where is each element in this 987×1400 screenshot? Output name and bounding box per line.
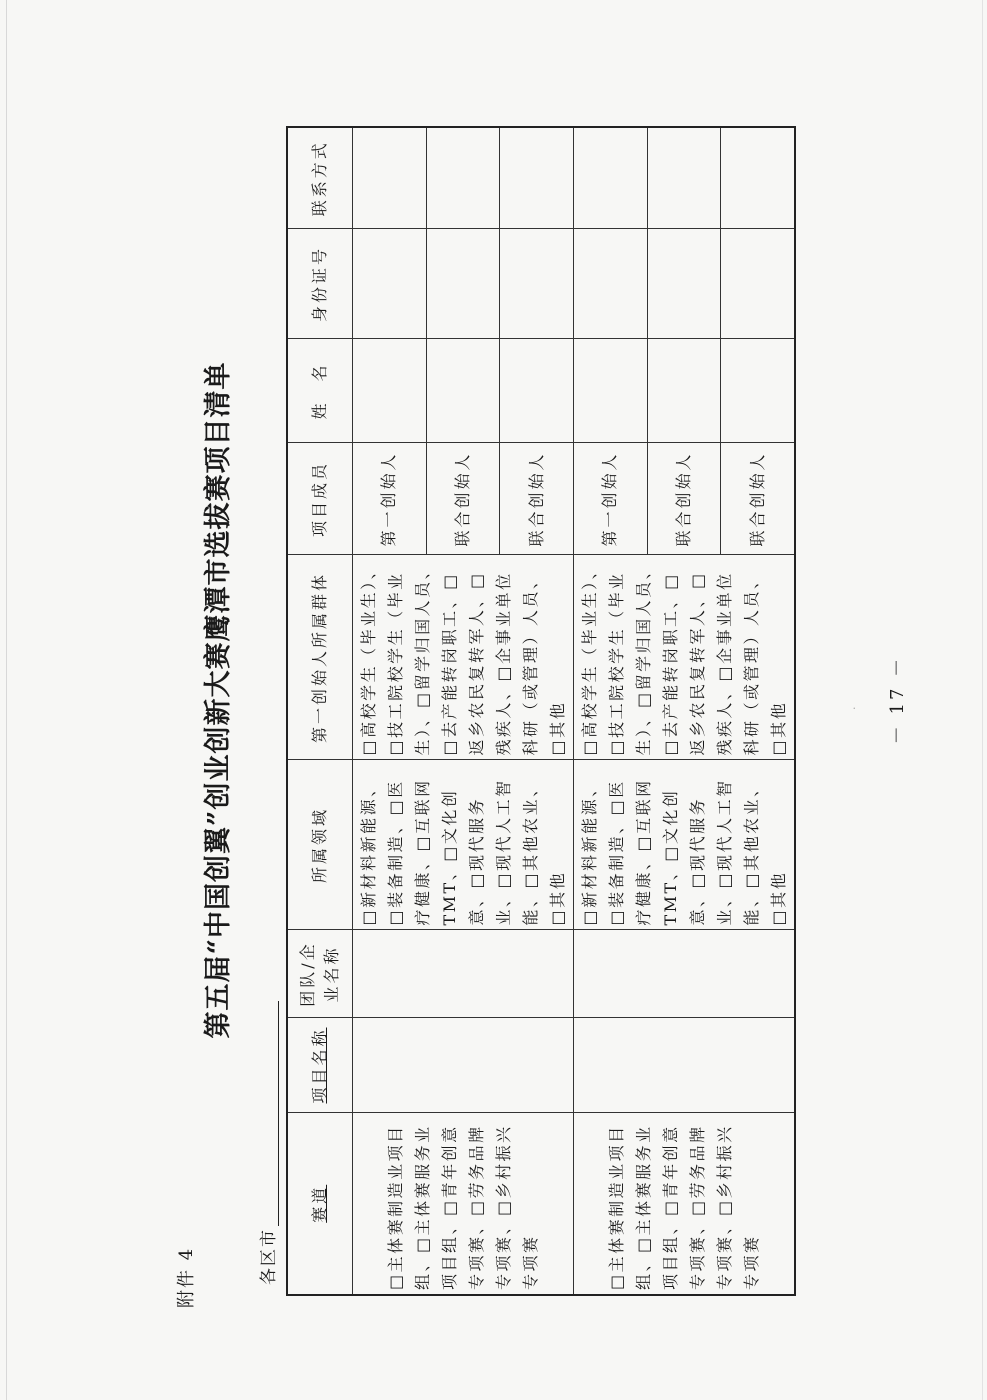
region-line [254, 1001, 279, 1285]
id-number-cell[interactable] [353, 229, 427, 339]
id-number-cell[interactable] [426, 229, 500, 339]
name-cell[interactable] [353, 339, 427, 443]
member-role-cell: 第一创始人 [574, 443, 648, 555]
header-name: 姓 名 [287, 339, 353, 443]
header-team-name: 团队/企业名称 [287, 930, 353, 1018]
field-cell: □新材料新能源、□装备制造、□医疗健康、□互联网TMT、□文化创意、□现代服务业、□现代人工智能、□其他农业、□其他 [574, 760, 796, 930]
id-number-cell[interactable] [574, 229, 648, 339]
table-row [574, 127, 648, 1295]
header-member: 项目成员 [287, 443, 353, 555]
id-number-cell[interactable] [647, 229, 721, 339]
contact-cell[interactable] [426, 127, 500, 229]
id-number-cell[interactable] [500, 229, 574, 339]
attachment-label: 附件 4 [176, 1246, 197, 1308]
track-cell: □主体赛制造业项目组、□主体赛服务业项目组、□青年创意专项赛、□劳务品牌专项赛、□乡村振兴专项赛 [574, 1113, 796, 1295]
member-role-cell: 第一创始人 [353, 443, 427, 555]
header-track: 赛道 [287, 1113, 353, 1295]
header-founder-group: 第一创始人所属群体 [287, 555, 353, 760]
contact-cell[interactable] [721, 127, 795, 229]
member-role-cell: 联合创始人 [500, 443, 574, 555]
region-blank [258, 1001, 279, 1226]
id-number-cell[interactable] [721, 229, 795, 339]
member-role-cell: 联合创始人 [426, 443, 500, 555]
name-cell[interactable] [426, 339, 500, 443]
document-title: 第五届“中国创翼”创业创新大赛鹰潭市选拔赛项目清单 [203, 361, 234, 1039]
member-role-cell: 联合创始人 [721, 443, 795, 555]
project-list-table [286, 126, 796, 1296]
header-project-name: 项目名称 [287, 1018, 353, 1113]
region-label: 各区市 [259, 1228, 279, 1285]
project-name-cell[interactable] [574, 1018, 796, 1113]
founder-group-cell: □高校学生（毕业生）、□技工院校学生（毕业生）、□留学归国人员、□去产能转岗职工、□返乡农民复转军人、□残疾人、□企事业单位科研（或管理）人员、□其他 [353, 555, 574, 760]
contact-cell[interactable] [353, 127, 427, 229]
table-row [353, 127, 427, 1295]
header-field: 所属领域 [287, 760, 353, 930]
header-row [287, 127, 353, 1295]
team-name-cell[interactable] [353, 930, 574, 1018]
header-id-number: 身份证号 [287, 229, 353, 339]
track-cell: □主体赛制造业项目组、□主体赛服务业项目组、□青年创意专项赛、□劳务品牌专项赛、□乡村振兴专项赛 [353, 1113, 574, 1295]
name-cell[interactable] [500, 339, 574, 443]
member-role-cell: 联合创始人 [647, 443, 721, 555]
name-cell[interactable] [721, 339, 795, 443]
contact-cell[interactable] [647, 127, 721, 229]
field-cell: □新材料新能源、□装备制造、□医疗健康、□互联网TMT、□文化创意、□现代服务业、□现代人工智能、□其他农业、□其他 [353, 760, 574, 930]
contact-cell[interactable] [500, 127, 574, 229]
founder-group-cell: □高校学生（毕业生）、□技工院校学生（毕业生）、□留学归国人员、□去产能转岗职工、□返乡农民复转军人、□残疾人、□企事业单位科研（或管理）人员、□其他 [574, 555, 796, 760]
name-cell[interactable] [647, 339, 721, 443]
project-name-cell[interactable] [353, 1018, 574, 1113]
page-number: － 17 － [887, 655, 908, 745]
contact-cell[interactable] [574, 127, 648, 229]
scan-speck: · [848, 706, 861, 710]
team-name-cell[interactable] [574, 930, 796, 1018]
header-contact: 联系方式 [287, 127, 353, 229]
name-cell[interactable] [574, 339, 648, 443]
